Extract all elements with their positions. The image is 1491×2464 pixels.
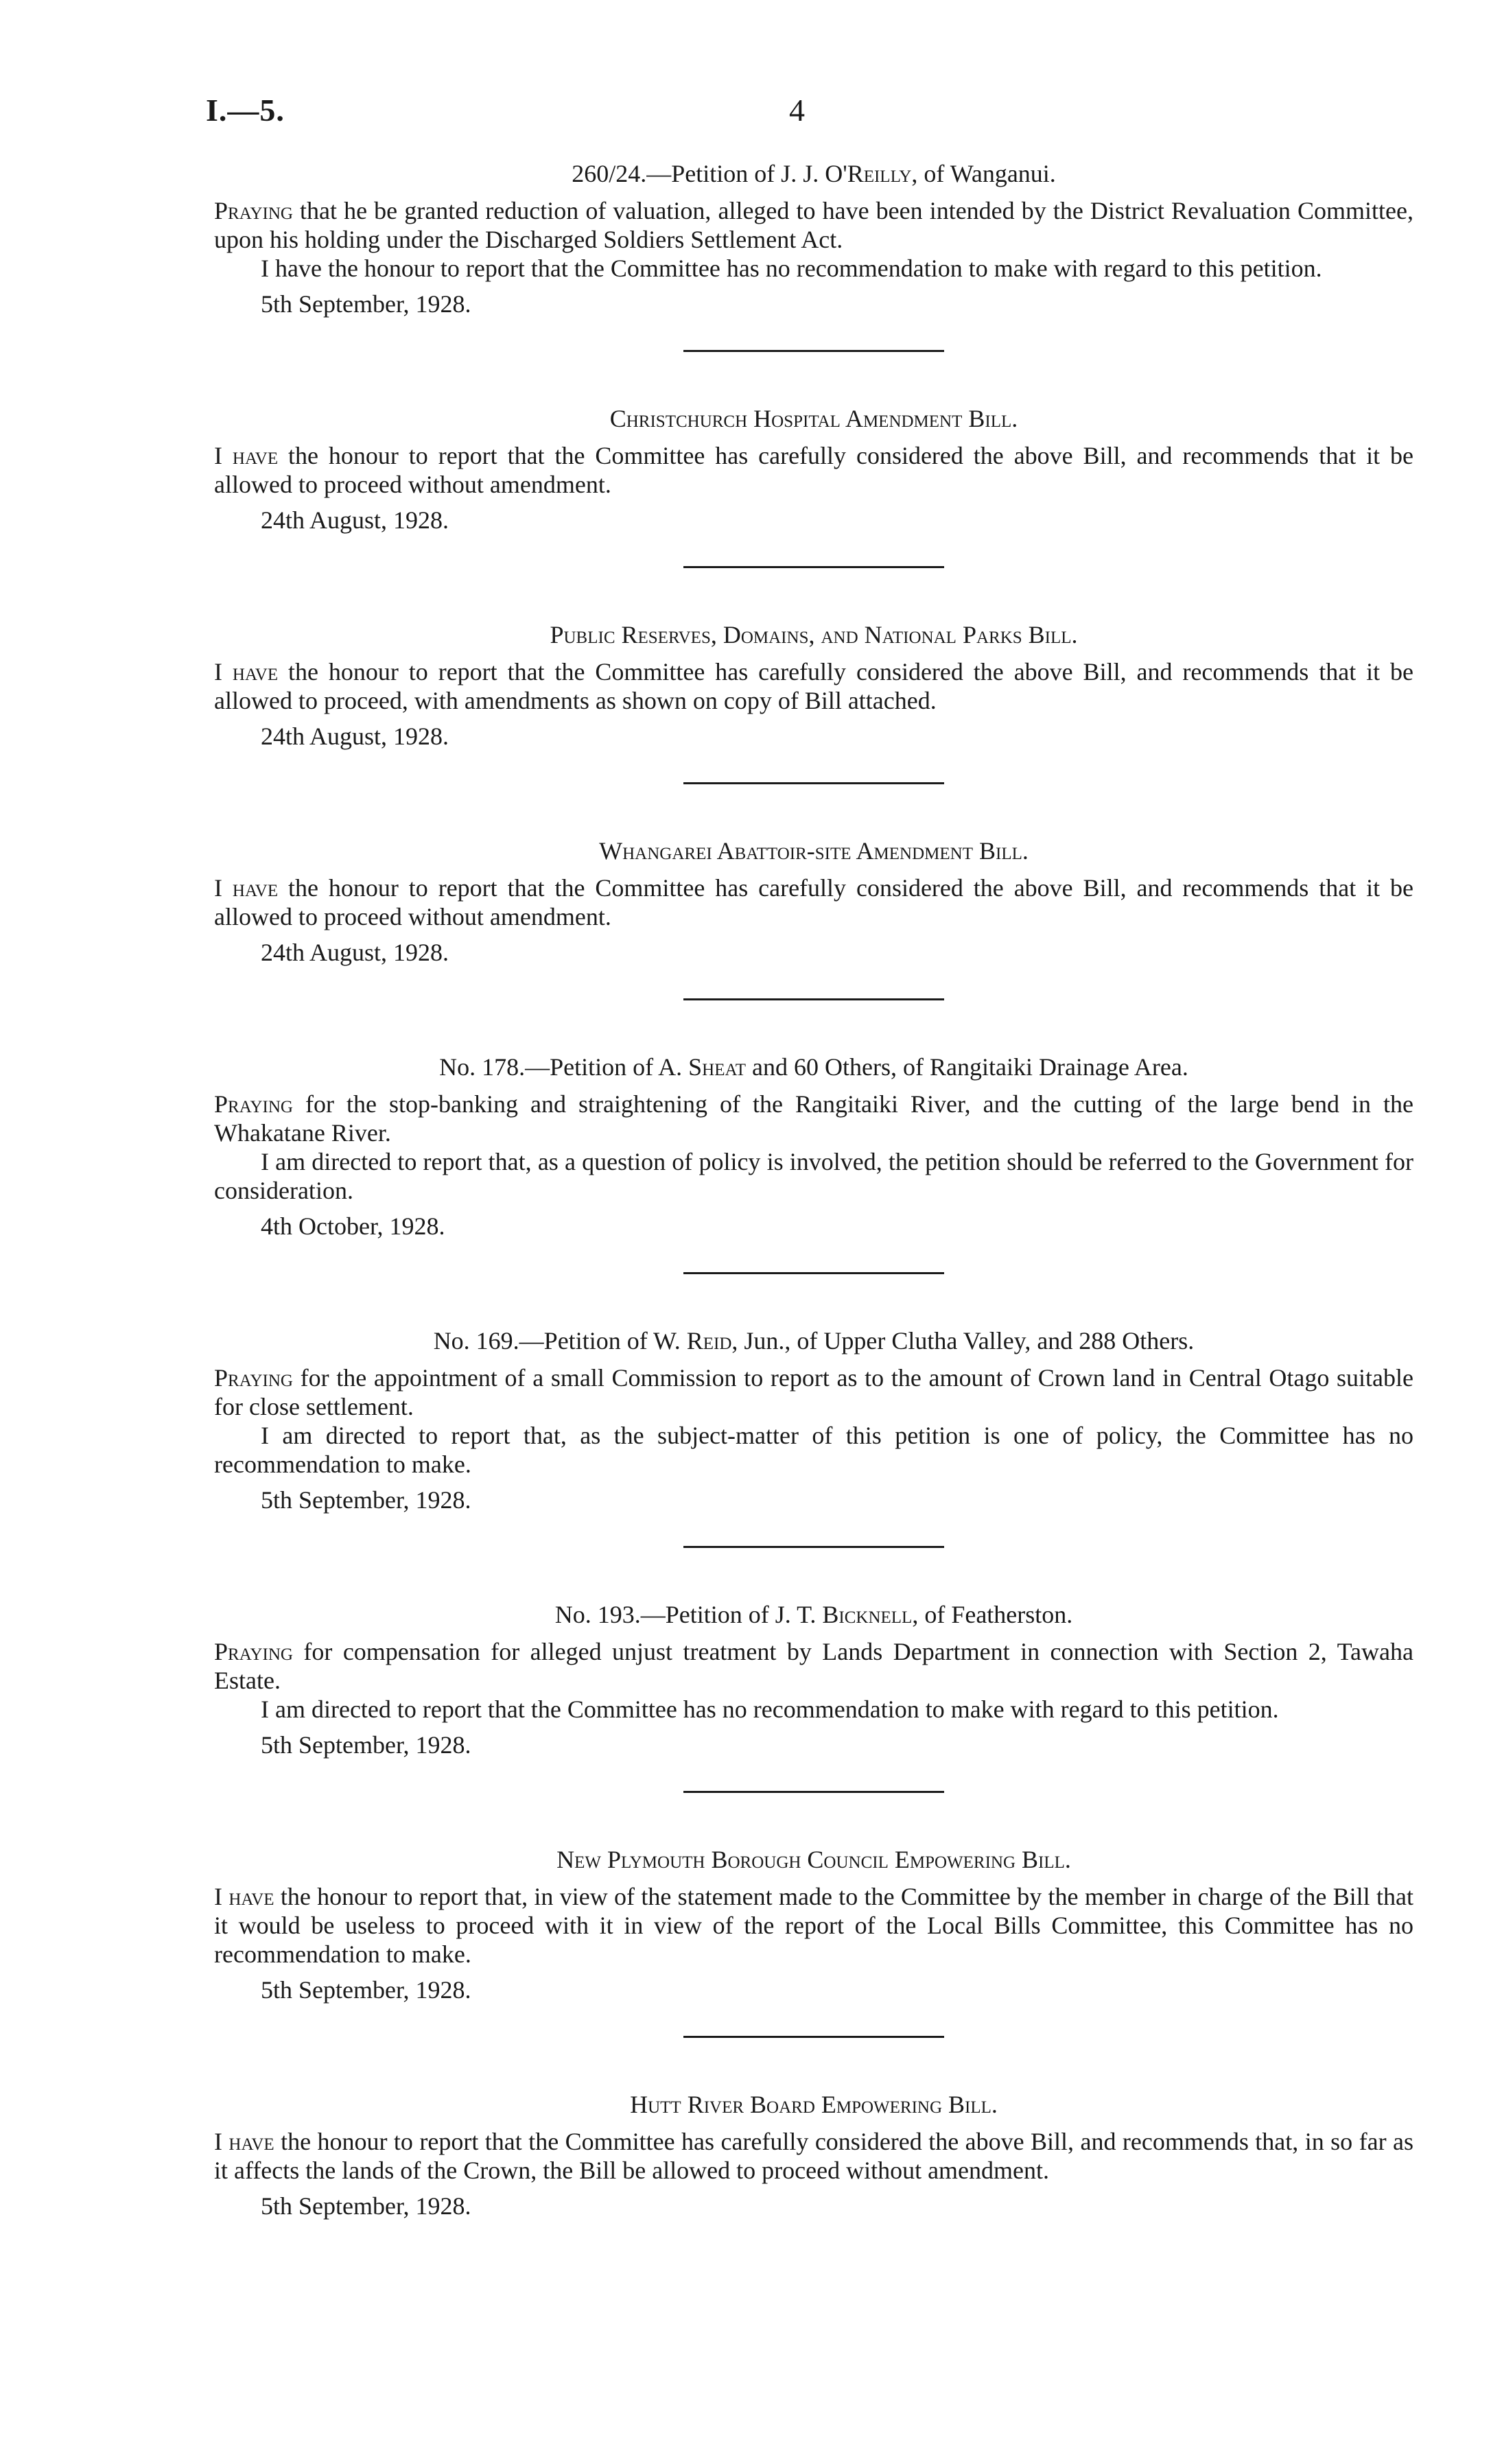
section-heading: No. 178.—Petition of A. Sheat and 60 Others, of Rangitaiki Drainage Area. xyxy=(439,1053,1188,1081)
section-divider xyxy=(683,2036,944,2038)
section-date: 4th October, 1928. xyxy=(261,1212,445,1240)
section-divider xyxy=(683,998,944,1000)
report-paragraph: I have the honour to report that the Committee has carefully considered the above Bill, and recommends that, in so far as it affects the lands of the Crown, the Bill be allowed to proceed without amendment. xyxy=(214,2128,1413,2184)
report-body xyxy=(214,159,1413,2220)
section-heading: No. 169.—Petition of W. Reid, Jun., of Upper Clutha Valley, and 288 Others. xyxy=(433,1327,1195,1354)
section-divider xyxy=(683,782,944,784)
section-date: 24th August, 1928. xyxy=(261,723,449,750)
section-date: 24th August, 1928. xyxy=(261,506,449,534)
section-hutt-river-bill xyxy=(214,2090,1413,2220)
section-date: 24th August, 1928. xyxy=(261,939,449,966)
section-date: 5th September, 1928. xyxy=(261,1486,471,1514)
section-date: 5th September, 1928. xyxy=(261,1976,471,2004)
section-date: 5th September, 1928. xyxy=(261,290,471,318)
praying-paragraph: Praying for compensation for alleged unjust treatment by Lands Department in connection with Section 2, Tawaha Estate. xyxy=(214,1638,1413,1694)
section-oreilly-petition xyxy=(214,159,1413,318)
section-heading: Christchurch Hospital Amendment Bill. xyxy=(609,405,1018,432)
report-paragraph: I have the honour to report that the Committee has carefully considered the above Bill, and recommends that it be allowed to proceed without amendment. xyxy=(214,874,1413,930)
section-date: 5th September, 1928. xyxy=(261,1731,471,1759)
section-divider xyxy=(683,566,944,568)
section-heading: Public Reserves, Domains, and National Parks Bill. xyxy=(550,621,1078,648)
section-heading: New Plymouth Borough Council Empowering Bill. xyxy=(556,1846,1071,1873)
section-divider xyxy=(683,1791,944,1793)
section-divider xyxy=(683,1272,944,1274)
section-whangarei-abattoir-bill xyxy=(214,836,1413,967)
praying-paragraph: Praying for the stop-banking and straightening of the Rangitaiki River, and the cutting of the large bend in the Whakatane River. xyxy=(214,1090,1413,1147)
report-paragraph: I am directed to report that the Committee has no recommendation to make with regard to this petition. xyxy=(261,1696,1279,1723)
page-number: 4 xyxy=(789,93,805,128)
praying-paragraph: Praying that he be granted reduction of valuation, alleged to have been intended by the District Revaluation Committee, upon his holding under the Discharged Soldiers Settlement Act. xyxy=(214,197,1413,253)
paper-reference: I.—5. xyxy=(206,93,285,128)
report-paragraph: I have the honour to report that, in view of the statement made to the Committee by the member in charge of the Bill that it would be useless to proceed with it in view of the report of the Local Bills Committee, this Committee has no recommendation to make. xyxy=(214,1883,1413,1968)
section-petition-178 xyxy=(214,1053,1413,1241)
section-date: 5th September, 1928. xyxy=(261,2192,471,2220)
report-paragraph: I have the honour to report that the Committee has carefully considered the above Bill, and recommends that it be allowed to proceed without amendment. xyxy=(214,442,1413,498)
report-paragraph: I am directed to report that, as the subject-matter of this petition is one of policy, the Committee has no recommendation to make. xyxy=(214,1422,1413,1478)
section-heading: Hutt River Board Empowering Bill. xyxy=(630,2091,998,2118)
section-public-reserves-bill xyxy=(214,620,1413,751)
section-new-plymouth-bill xyxy=(214,1845,1413,2004)
section-heading: Whangarei Abattoir-site Amendment Bill. xyxy=(599,837,1029,865)
section-heading: 260/24.—Petition of J. J. O'Reilly, of Wanganui. xyxy=(572,160,1056,187)
section-petition-169 xyxy=(214,1326,1413,1514)
report-paragraph: I have the honour to report that the Committee has carefully considered the above Bill, and recommends that it be allowed to proceed, with amendments as shown on copy of Bill attached. xyxy=(214,658,1413,714)
report-paragraph: I am directed to report that, as a question of policy is involved, the petition should be referred to the Government for consideration. xyxy=(214,1148,1413,1204)
section-heading: No. 193.—Petition of J. T. Bicknell, of Featherston. xyxy=(554,1601,1073,1628)
section-petition-193 xyxy=(214,1600,1413,1759)
praying-paragraph: Praying for the appointment of a small Commission to report as to the amount of Crown land in Central Otago suitable for close settlement. xyxy=(214,1364,1413,1420)
section-divider xyxy=(683,1546,944,1548)
report-paragraph: I have the honour to report that the Committee has no recommendation to make with regard to this petition. xyxy=(261,255,1322,282)
section-divider xyxy=(683,350,944,352)
section-christchurch-hospital-bill xyxy=(214,404,1413,535)
